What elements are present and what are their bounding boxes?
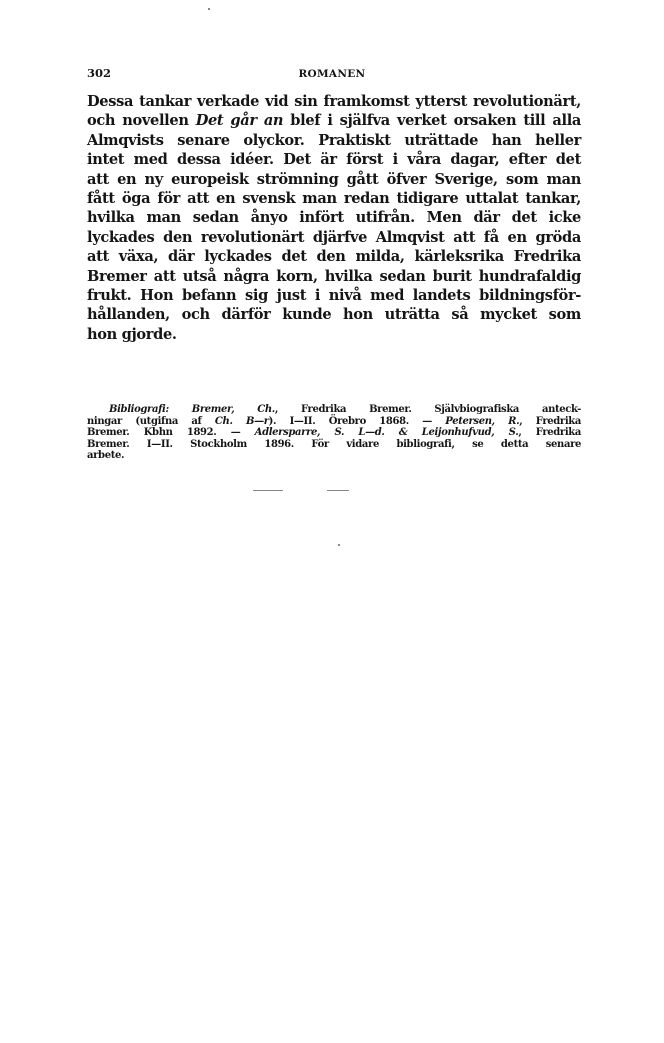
italic-text: Bremer, Ch.: [191, 404, 275, 415]
text-run: och novellen: [87, 112, 196, 130]
text-run: blef i själfva verket orsaken till alla: [283, 112, 582, 130]
text-run: Almqvists senare olyckor. Praktiskt uträttade han heller: [87, 131, 581, 149]
italic-text: Ch. B—r: [214, 415, 269, 427]
text-run: intet med dessa idéer. Det är först i våra dagar, efter det: [87, 151, 581, 169]
text-run: , Fredrika: [519, 415, 581, 427]
text-line: [87, 170, 581, 189]
italic-text: Det går an: [195, 112, 284, 130]
italic-text: Petersen, R.: [445, 415, 520, 427]
bibliography: [87, 404, 581, 462]
text-run: Bremer. Kbhn 1892. —: [87, 427, 255, 439]
text-line: [87, 325, 581, 344]
text-run: Dessa tankar verkade vid sin framkomst ytterst revolutionärt,: [87, 93, 581, 110]
text-run: hon gjorde.: [87, 325, 177, 343]
text-run: Bremer. I—II. Stockholm 1896. För vidare bibliografi, se detta senare: [87, 438, 581, 450]
text-line: [87, 286, 581, 305]
text-run: att en ny europeisk strömning gått öfver Sverige, som man: [87, 170, 581, 188]
text-line: [87, 131, 581, 150]
text-run: [169, 404, 192, 415]
text-line: [87, 111, 581, 130]
text-run: ). I—II. Örebro 1868. —: [268, 415, 446, 427]
scan-mark: [338, 544, 340, 546]
scan-mark: [253, 490, 283, 491]
italic-text: Adlersparre, S. L—d. & Leijonhufvud, S.: [254, 427, 519, 439]
bibliography-line: [87, 416, 581, 428]
text-line: [87, 92, 581, 111]
text-run: att växa, där lyckades det den milda, kärleksrika Fredrika: [87, 248, 581, 266]
text-run: fått öga för att en svensk man redan tidigare uttalat tankar,: [87, 189, 581, 207]
text-run: Bremer att utså några korn, hvilka sedan burit hundrafaldig: [87, 267, 581, 285]
italic-text: Bibliografi:: [109, 404, 169, 415]
scan-mark: [327, 490, 349, 491]
text-run: lyckades den revolutionärt djärfve Almqvist att få en gröda: [87, 228, 581, 246]
text-run: , Fredrika: [518, 427, 581, 439]
text-line: [87, 228, 581, 247]
bibliography-line: [87, 427, 581, 439]
text-run: frukt. Hon befann sig just i nivå med landets bildningsför-: [87, 286, 581, 304]
running-head: ROMANEN: [298, 68, 366, 80]
text-line: [87, 150, 581, 169]
bibliography-line: [87, 404, 581, 416]
text-run: ningar (utgifna af: [87, 415, 215, 427]
bibliography-line: [87, 450, 581, 462]
text-line: [87, 247, 581, 266]
text-line: [87, 189, 581, 208]
text-line: [87, 267, 581, 286]
text-run: hållanden, och därför kunde hon uträtta så mycket som: [87, 306, 581, 324]
text-line: [87, 305, 581, 324]
text-line: [87, 208, 581, 227]
text-run: arbete.: [87, 450, 125, 462]
text-run: , Fredrika Bremer. Självbiografiska anteck-: [274, 404, 581, 415]
page-number: 302: [87, 66, 112, 80]
text-run: hvilka man sedan ånyo infört utifrån. Men där det icke: [87, 209, 581, 227]
body-text: [87, 92, 581, 344]
bibliography-line: [87, 439, 581, 451]
scan-mark: [208, 8, 210, 10]
